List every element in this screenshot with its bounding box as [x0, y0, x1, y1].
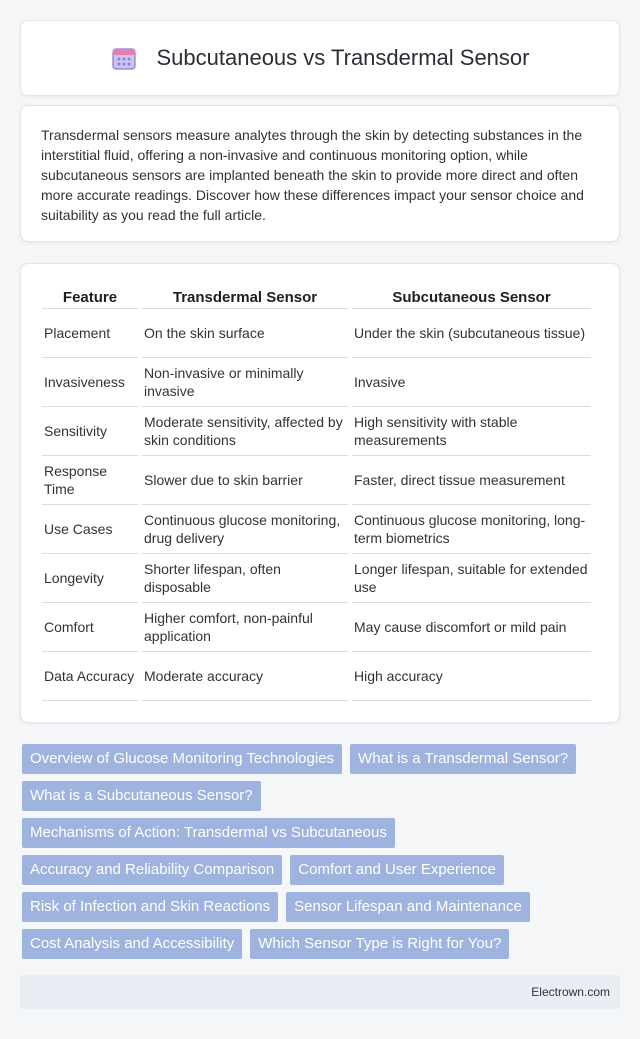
comparison-table-card [20, 263, 620, 723]
table-row [42, 652, 591, 701]
table-header-row [42, 284, 591, 309]
transdermal-cell: Higher comfort, non-painful application [142, 603, 348, 652]
topic-link[interactable]: Comfort and User Experience [290, 855, 504, 885]
table-row [42, 554, 591, 603]
page-title: Subcutaneous vs Transdermal Sensor [156, 45, 530, 70]
topic-link[interactable]: Accuracy and Reliability Comparison [22, 855, 282, 885]
topic-link[interactable]: Cost Analysis and Accessibility [22, 929, 242, 959]
intro-card [20, 105, 620, 242]
feature-cell: Use Cases [42, 505, 138, 554]
topic-link[interactable]: What is a Subcutaneous Sensor? [22, 781, 261, 811]
subcutaneous-cell: Longer lifespan, suitable for extended use [352, 554, 591, 603]
transdermal-cell: Slower due to skin barrier [142, 456, 348, 505]
feature-cell: Placement [42, 309, 138, 358]
related-topics [22, 744, 618, 966]
transdermal-cell: Continuous glucose monitoring, drug delivery [142, 505, 348, 554]
table-row [42, 456, 591, 505]
intro-paragraph: Transdermal sensors measure analytes through the skin by detecting substances in the interstitial fluid, offering a non-invasive and continuous monitoring option, while subcutaneous sensors are implanted beneath the skin to provide more direct and often more accurate readings. Discover how these differences impact your sensor choice and suitability as you read the full article. [41, 127, 584, 223]
feature-cell: Sensitivity [42, 407, 138, 456]
table-row [42, 407, 591, 456]
feature-cell: Invasiveness [42, 358, 138, 407]
subcutaneous-cell: Under the skin (subcutaneous tissue) [352, 309, 591, 358]
table-row [42, 309, 591, 358]
table-row [42, 603, 591, 652]
topic-link[interactable]: What is a Transdermal Sensor? [350, 744, 576, 774]
subcutaneous-cell: May cause discomfort or mild pain [352, 603, 591, 652]
topic-link[interactable]: Sensor Lifespan and Maintenance [286, 892, 530, 922]
topic-link[interactable]: Risk of Infection and Skin Reactions [22, 892, 278, 922]
comparison-table [38, 284, 595, 701]
header-transdermal: Transdermal Sensor [142, 284, 348, 309]
subcutaneous-cell: Continuous glucose monitoring, long-term biometrics [352, 505, 591, 554]
topic-link[interactable]: Which Sensor Type is Right for You? [250, 929, 509, 959]
transdermal-cell: On the skin surface [142, 309, 348, 358]
transdermal-cell: Non-invasive or minimally invasive [142, 358, 348, 407]
topic-link[interactable]: Mechanisms of Action: Transdermal vs Subcutaneous [22, 818, 395, 848]
subcutaneous-cell: Invasive [352, 358, 591, 407]
feature-cell: Response Time [42, 456, 138, 505]
subcutaneous-cell: High accuracy [352, 652, 591, 701]
subcutaneous-cell: Faster, direct tissue measurement [352, 456, 591, 505]
transdermal-cell: Moderate sensitivity, affected by skin conditions [142, 407, 348, 456]
feature-cell: Comfort [42, 603, 138, 652]
header-subcutaneous: Subcutaneous Sensor [352, 284, 591, 309]
feature-cell: Data Accuracy [42, 652, 138, 701]
footer-brand[interactable]: Electrown.com [531, 985, 610, 999]
feature-cell: Longevity [42, 554, 138, 603]
topic-link[interactable]: Overview of Glucose Monitoring Technologies [22, 744, 342, 774]
subcutaneous-cell: High sensitivity with stable measurements [352, 407, 591, 456]
footer [20, 975, 620, 1009]
header-feature: Feature [42, 284, 138, 309]
title-card [20, 20, 620, 96]
transdermal-cell: Moderate accuracy [142, 652, 348, 701]
table-row [42, 505, 591, 554]
table-row [42, 358, 591, 407]
transdermal-cell: Shorter lifespan, often disposable [142, 554, 348, 603]
calendar-grid-icon [111, 45, 137, 71]
